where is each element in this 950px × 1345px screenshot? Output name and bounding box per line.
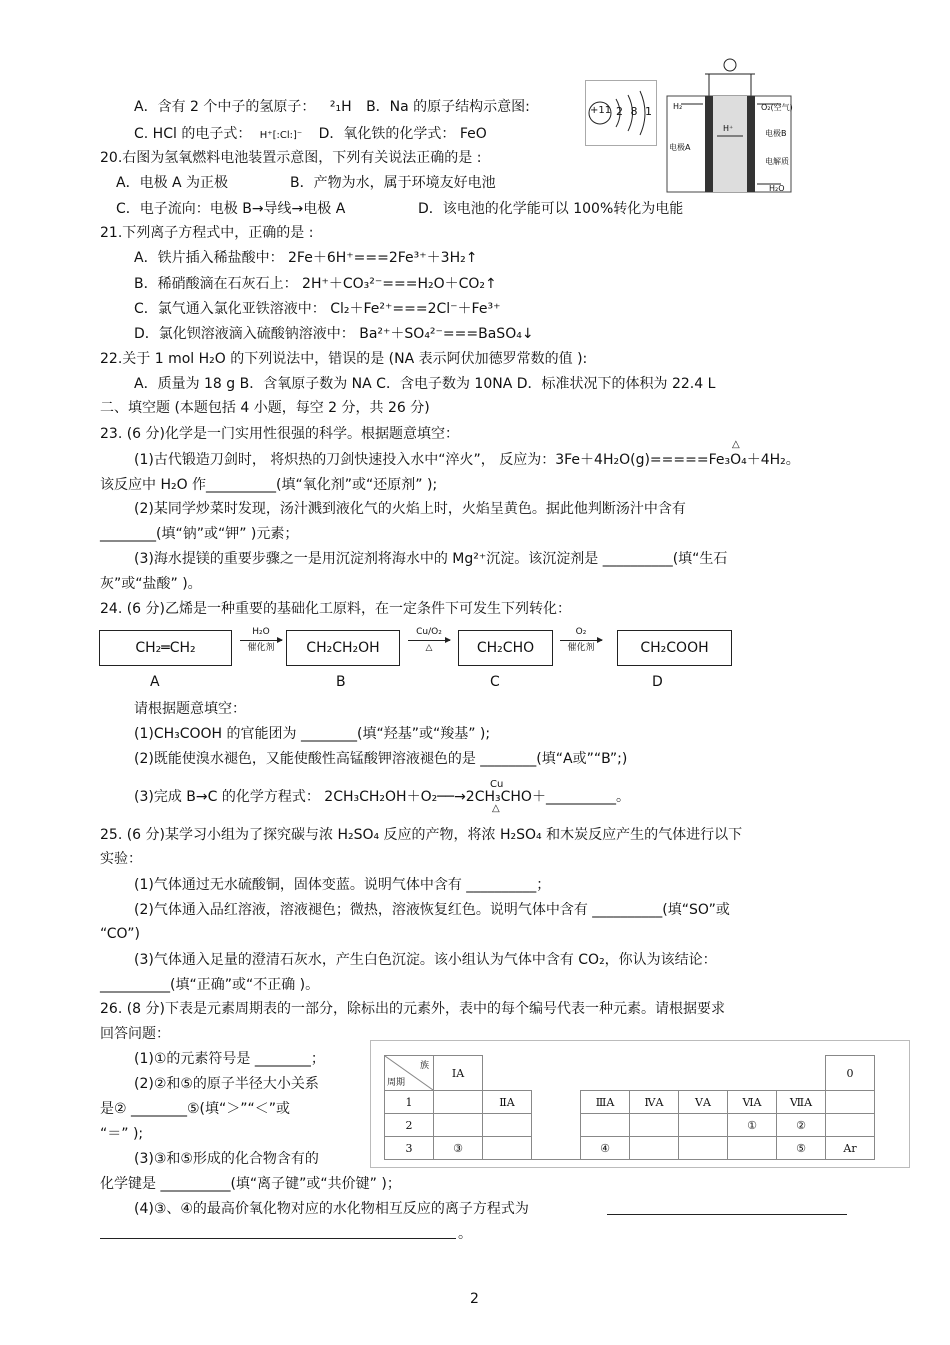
reaction-arrow-1 (240, 627, 282, 654)
q25-part2: (2)气体通入品红溶液，溶液褪色；微热，溶液恢复红色。说明气体中含有 __________(填“SO”或 (134, 902, 730, 918)
compound-a-box: CH₂═CH₂ (99, 630, 232, 666)
arrow-1-reagent: H₂O (252, 627, 270, 637)
q22-options: A．质量为 18 g B．含氧原子数为 NA C．含电子数为 10NA D．标准状况下的体积为 22.4 L (134, 376, 716, 392)
compound-c-box: CH₂CHO (458, 630, 553, 666)
group-7a: ⅦA (777, 1091, 826, 1114)
hcl-electron-formula: H⁺[:Cl:]⁻ (259, 130, 303, 141)
q26-answer-line-2 (100, 1238, 456, 1239)
group-3a: ⅢA (581, 1091, 630, 1114)
q20-option-c: C．电子流向：电极 B→导线→电极 A (116, 201, 346, 217)
q26-part2-cont2: “＝” ); (100, 1126, 144, 1142)
q24-cu-catalyst: Cu (490, 779, 504, 790)
label-a: A (150, 674, 160, 690)
q26-answer-line-1 (607, 1214, 847, 1215)
q20-stem: 20.右图为氢氧燃料电池装置示意图，下列有关说法正确的是 : (100, 150, 482, 166)
fuel-cell-label-o2: O₂(空气) (761, 103, 793, 112)
label-d: D (652, 674, 663, 690)
q25-part2-cont: “CO”) (100, 926, 141, 942)
fuel-cell-label-electrolyte: 电解质 (765, 157, 789, 166)
q26-part1: (1)①的元素符号是 ________； (134, 1051, 325, 1067)
fuel-cell-label-h2: H₂ (673, 102, 683, 111)
label-b: B (336, 674, 346, 690)
q19-option-d: D．氧化铁的化学式： FeO (318, 126, 487, 142)
group-1a: ⅠA (434, 1056, 483, 1091)
q23-part2-cont: ________(填“钠”或“钾” )元素； (100, 526, 299, 542)
q26-part4: (4)③、④的最高价氧化物对应的水化物相互反应的离子方程式为 (134, 1201, 529, 1217)
q24-part3: (3)完成 B→C 的化学方程式： 2CH₃CH₂OH＋O₂──→2CH₃CHO＋__________。 (134, 789, 630, 805)
page-number: 2 (470, 1291, 479, 1307)
q25-stem: 25. (6 分)某学习小组为了探究碳与浓 H₂SO₄ 反应的产物，将浓 H₂SO₄ 和木炭反应产生的气体进行以下 (100, 827, 743, 843)
sodium-atom-diagram (585, 80, 657, 146)
arrow-1-condition: 催化剂 (247, 643, 275, 653)
q26-part2-cont: 是② ________⑤(填“＞”“＜”或 (100, 1101, 291, 1117)
q23-stem: 23. (6 分)化学是一门实用性很强的科学。根据题意填空： (100, 426, 459, 442)
fuel-cell-label-water: H₂O (769, 184, 785, 193)
hydrogen-isotope-symbol: ²₁H (329, 99, 352, 115)
group-6a: ⅥA (728, 1091, 777, 1114)
compound-d-box: CH₂COOH (617, 630, 732, 666)
period-1: 1 (385, 1091, 434, 1114)
q26-part3: (3)③和⑤形成的化合物含有的 (134, 1151, 319, 1167)
group-2a: ⅡA (483, 1091, 532, 1114)
section-fill-in-title: 二、填空题 (本题包括 4 小题，每空 2 分，共 26 分) (100, 400, 430, 416)
arrow-3-reagent: O₂ (575, 627, 587, 637)
q24-heat-symbol: △ (492, 803, 500, 814)
periodic-table (384, 1055, 875, 1160)
group-0: 0 (826, 1056, 875, 1091)
element-3-cell: ③ (434, 1137, 483, 1160)
period-3: 3 (385, 1137, 434, 1160)
reaction-arrow-2 (408, 627, 450, 654)
q25-part3: (3)气体通入足量的澄清石灰水，产生白色沉淀。该小组认为气体中含有 CO₂，你认为该结论： (134, 952, 717, 968)
q20-option-a: A．电极 A 为正极 (116, 175, 229, 191)
q23-part1: (1)古代锻造刀剑时， 将炽热的刀剑快速投入水中“淬火”， 反应为：3Fe＋4H₂O(g)=====Fe₃O₄＋4H₂。 (134, 452, 800, 468)
arrow-2-condition: △ (425, 643, 433, 653)
arrow-3-condition: 催化剂 (567, 643, 595, 653)
period-2: 2 (385, 1114, 434, 1137)
q19-option-b: B．Na 的原子结构示意图: (366, 99, 530, 115)
q22-stem: 22.关于 1 mol H₂O 的下列说法中，错误的是 (NA 表示阿伏加德罗常数的值 ): (100, 351, 588, 367)
arrow-2-reagent: Cu/O₂ (416, 627, 442, 637)
q26-part2: (2)②和⑤的原子半径大小关系 (134, 1076, 319, 1092)
q20-option-d: D．该电池的化学能可以 100%转化为电能 (418, 201, 684, 217)
reaction-arrow-3 (560, 627, 602, 654)
q21-option-a: A．铁片插入稀盐酸中： 2Fe＋6H⁺===2Fe³⁺＋3H₂↑ (134, 250, 478, 266)
element-2-cell: ② (777, 1114, 826, 1137)
fuel-cell-diagram (657, 56, 802, 196)
element-5-cell: ⑤ (777, 1137, 826, 1160)
q24-intro: 请根据题意填空： (134, 701, 246, 717)
q25-stem-cont: 实验： (100, 851, 142, 867)
q25-part3-cont: __________(填“正确”或“不正确 )。 (100, 977, 320, 993)
fuel-cell-label-electrode-a: 电极A (669, 143, 691, 152)
sodium-nucleus: +11 (590, 105, 612, 116)
q20-option-b: B．产物为水，属于环境友好电池 (290, 175, 496, 191)
q23-part2: (2)某同学炒菜时发现，汤汁溅到液化气的火焰上时，火焰呈黄色。据此他判断汤汁中含有 (134, 501, 686, 517)
q19-option-a: A．含有 2 个中子的氢原子： (134, 99, 316, 115)
group-4a: ⅣA (630, 1091, 679, 1114)
q24-stem: 24. (6 分)乙烯是一种重要的基础化工原料，在一定条件下可发生下列转化： (100, 601, 571, 617)
fuel-cell-label-electrode-b: 电极B (765, 129, 787, 138)
q21-option-c: C．氯气通入氯化亚铁溶液中： Cl₂＋Fe²⁺===2Cl⁻＋Fe³⁺ (134, 301, 501, 317)
q24-part2: (2)既能使溴水褪色，又能使酸性高锰酸钾溶液褪色的是 ________(填“A或”“B”;) (134, 751, 628, 767)
q21-stem: 21.下列离子方程式中，正确的是 : (100, 225, 314, 241)
q23-part3: (3)海水提镁的重要步骤之一是用沉淀剂将海水中的 Mg²⁺沉淀。该沉淀剂是 __________(填“生石 (134, 551, 728, 567)
q26-part4-end: 。 (458, 1226, 472, 1242)
q25-part1: (1)气体通过无水硫酸铜，固体变蓝。说明气体中含有 __________； (134, 877, 551, 893)
q26-stem-cont: 回答问题： (100, 1026, 170, 1042)
q26-stem: 26. (8 分)下表是元素周期表的一部分，除标出的元素外，表中的每个编号代表一种元素。请根据要求 (100, 1001, 725, 1017)
element-1-cell: ① (728, 1114, 777, 1137)
element-ar-cell: Ar (826, 1137, 875, 1160)
sodium-shells: 2 8 1 (616, 105, 654, 118)
q21-option-b: B．稀硝酸滴在石灰石上： 2H⁺＋CO₃²⁻===H₂O＋CO₂↑ (134, 276, 497, 292)
q26-part3-cont: 化学键是 __________(填“离子键”或“共价键” )； (100, 1176, 401, 1192)
element-4-cell: ④ (581, 1137, 630, 1160)
table-corner-period: 周期 (387, 1078, 406, 1088)
group-5a: ⅤA (679, 1091, 728, 1114)
table-corner-group: 族 (419, 1061, 429, 1071)
compound-b-box: CH₂CH₂OH (286, 630, 400, 666)
q21-option-d: D．氯化钡溶液滴入硫酸钠溶液中： Ba²⁺＋SO₄²⁻===BaSO₄↓ (134, 326, 534, 342)
q24-part1: (1)CH₃COOH 的官能团为 ________(填“羟基”或“羧基” ); (134, 726, 491, 742)
q23-reaction-delta: △ (732, 439, 740, 450)
label-c: C (490, 674, 500, 690)
q23-part3-cont: 灰”或“盐酸” )。 (100, 576, 202, 592)
q19-option-c: C. HCl 的电子式： (134, 126, 252, 142)
fuel-cell-label-h-ion: H⁺ (723, 124, 734, 133)
q23-part1-cont: 该反应中 H₂O 作__________(填“氧化剂”或“还原剂” ); (100, 477, 438, 493)
